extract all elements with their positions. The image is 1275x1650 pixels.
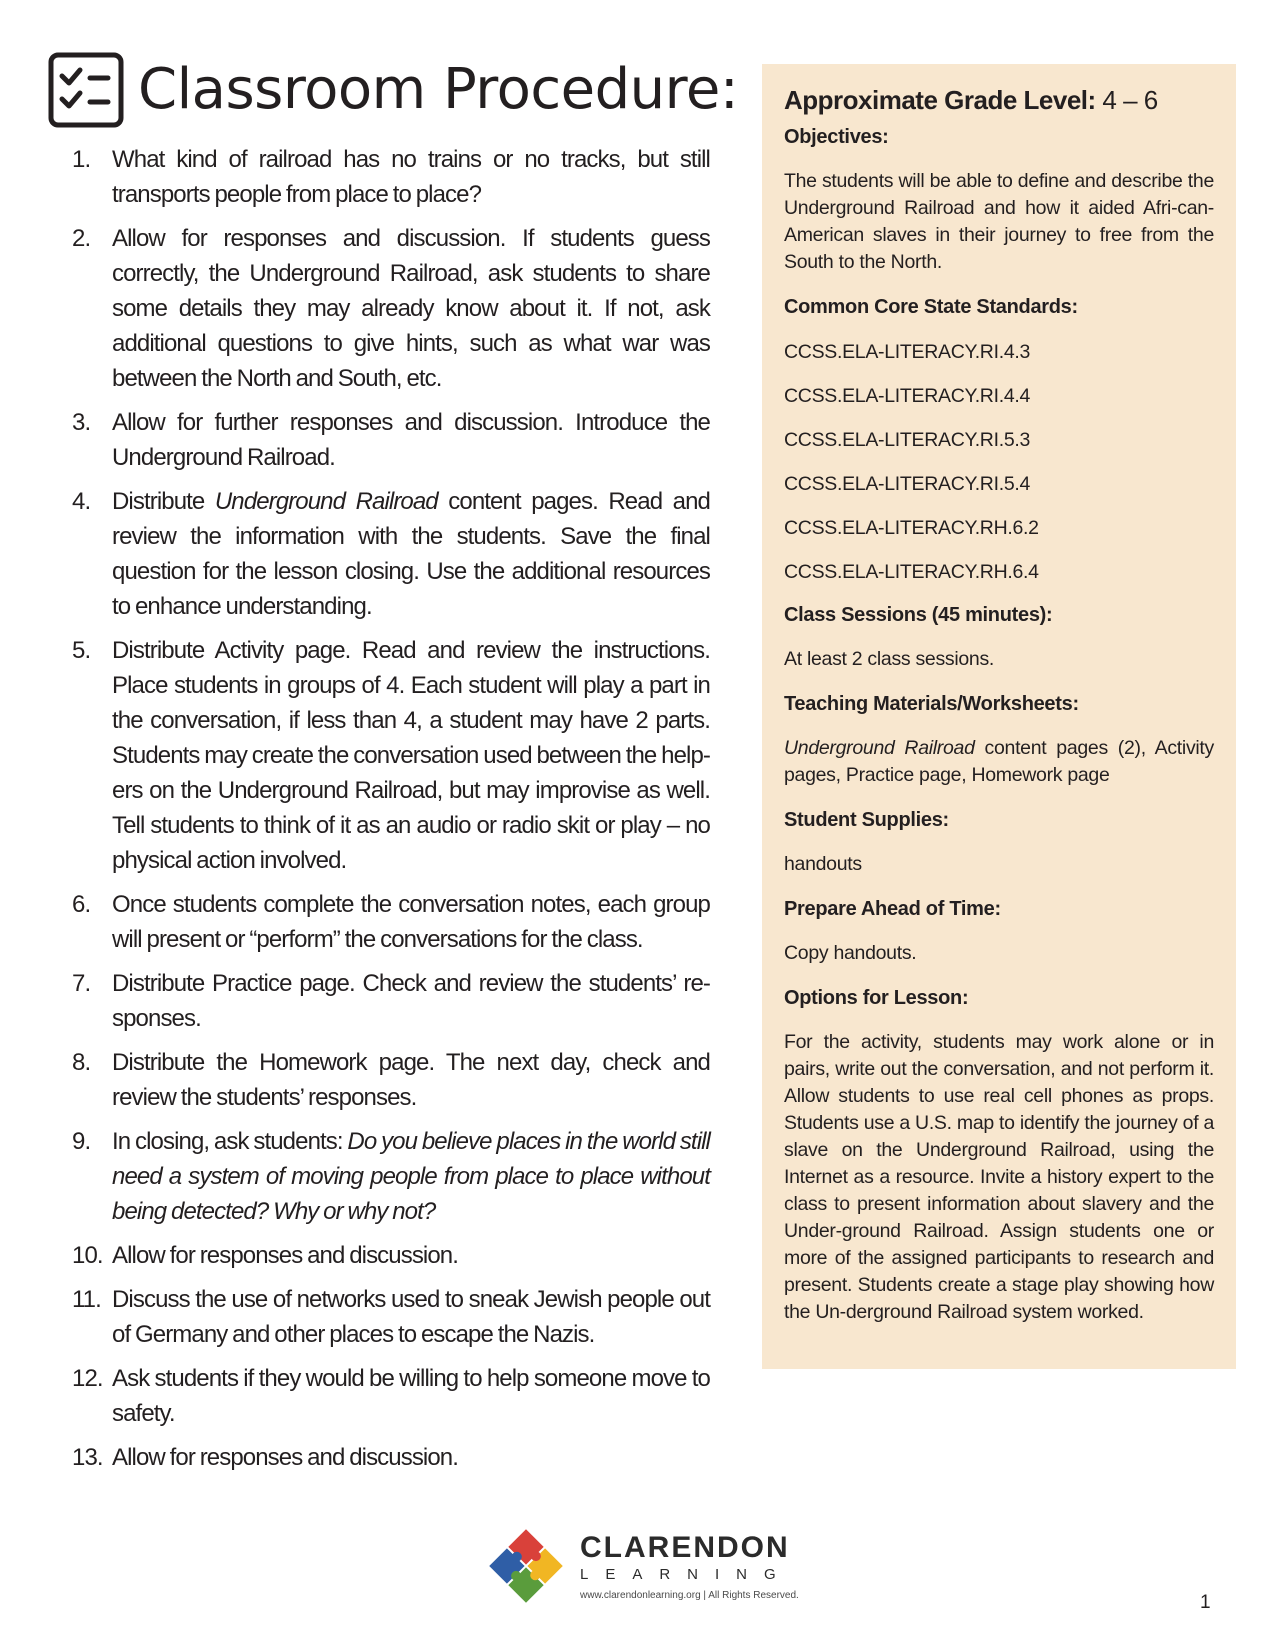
objectives-heading: Objectives: — [784, 126, 889, 148]
materials-text — [784, 735, 1214, 789]
grade-level — [784, 84, 1214, 116]
procedure-step — [72, 405, 710, 475]
procedure-step — [72, 1238, 710, 1273]
step-text — [112, 1124, 710, 1229]
procedure-step — [72, 1440, 710, 1475]
step-text — [112, 1238, 710, 1273]
step-text-part: Allow for responses and discussion. If students guess correctly, the Underground Railroad, ask students to share some details they may already know about it. If not, ask additional questions to give hints, such as what war was between the North and South, etc. — [112, 225, 710, 392]
procedure-step — [72, 1124, 710, 1229]
supplies-text: handouts — [784, 853, 862, 875]
procedure-step — [72, 142, 710, 212]
objectives-text: The students will be able to define and describe the Underground Railroad and how it aided Afri-can-American slaves in their journey to free from the South to the North. — [784, 170, 1214, 273]
step-number: 9. — [72, 1128, 91, 1155]
step-text-part: content pages. Read and review the information with the students. Save the final question for the lesson closing. Use the additional resources to enhance understanding. — [112, 488, 710, 620]
standard-item: CCSS.ELA-LITERACY.RI.4.3 — [784, 341, 1031, 363]
step-text — [112, 1361, 710, 1431]
step-text-part: Allow for responses and discussion. — [112, 1444, 459, 1471]
brand-subtitle: LEARNING — [580, 1565, 793, 1583]
step-text-part: Distribute the Homework page. The next day, check and review the students’ responses. — [112, 1049, 710, 1111]
step-number: 4. — [72, 488, 91, 515]
step-text-part: Allow for further responses and discussion. Introduce the Underground Railroad. — [112, 409, 710, 471]
puzzle-logo-icon — [486, 1526, 566, 1606]
step-text-part: Allow for responses and discussion. — [112, 1242, 459, 1269]
procedure-step — [72, 633, 710, 878]
standards-heading: Common Core State Standards: — [784, 296, 1078, 318]
step-text-part: What kind of railroad has no trains or no tracks, but still transports people from place to place? — [112, 146, 710, 208]
brand-url: www.clarendonlearning.org | All Rights Reserved. — [580, 1589, 799, 1601]
step-number: 10. — [72, 1242, 103, 1269]
sessions-text: At least 2 class sessions. — [784, 648, 995, 670]
page-header — [48, 52, 738, 128]
materials-rest: content pages (2), Activity pages, Practice page, Homework page — [784, 737, 1214, 786]
step-number: 2. — [72, 225, 91, 252]
step-text-italic: Underground Railroad — [214, 488, 438, 515]
lesson-info-panel — [762, 64, 1236, 1369]
materials-heading: Teaching Materials/Worksheets: — [784, 693, 1079, 715]
options-text: For the activity, students may work alone or in pairs, write out the conversation, and not perform it. Allow students to use real cell phones as props. Students use a U.S. map to identify the journey of a slave on the Underground Railroad, using the Internet as a resource. Invite a history expert to the class to present information about slavery and the Under-ground Railroad. Assign students one or more of the assigned participants to research and present. Students create a stage play showing how the Un-derground Railroad system worked. — [784, 1031, 1214, 1323]
step-number: 5. — [72, 637, 91, 664]
step-text — [112, 1440, 710, 1475]
step-text-part: In closing, ask students: — [112, 1128, 348, 1155]
grade-level-label: Approximate Grade Level: — [784, 85, 1096, 115]
step-text — [112, 633, 710, 878]
procedure-step — [72, 966, 710, 1036]
step-text-part: Distribute Activity page. Read and review the instructions. Place students in groups of 4. Each student will play a part in the conversation, if less than 4, a student may have 2 parts. Students may create the conversation used between the help-ers on the Underground Railroad, but may improvise as well. Tell students to think of it as an audio or radio skit or play – no physical action involved. — [112, 637, 710, 874]
step-number: 7. — [72, 970, 91, 997]
page-number: 1 — [1200, 1592, 1211, 1613]
brand-name: CLARENDON — [580, 1530, 790, 1564]
step-text — [112, 142, 710, 212]
step-number: 6. — [72, 891, 91, 918]
procedure-step — [72, 1361, 710, 1431]
standard-item: CCSS.ELA-LITERACY.RH.6.4 — [784, 561, 1039, 583]
page-title: Classroom Procedure: — [138, 57, 739, 122]
step-text — [112, 405, 710, 475]
procedure-step — [72, 1282, 710, 1352]
checklist-icon — [48, 52, 124, 128]
supplies-heading: Student Supplies: — [784, 809, 949, 831]
standard-item: CCSS.ELA-LITERACY.RI.4.4 — [784, 385, 1031, 407]
step-text-part: Ask students if they would be willing to help someone move to safety. — [112, 1365, 710, 1427]
step-number: 3. — [72, 409, 91, 436]
step-text-part: Once students complete the conversation notes, each group will present or “perform” the conversations for the class. — [112, 891, 710, 953]
step-number: 12. — [72, 1365, 103, 1392]
step-text-part: Distribute Practice page. Check and review the students’ re-sponses. — [112, 970, 710, 1032]
step-text-part: Discuss the use of networks used to sneak Jewish people out of Germany and other places to escape the Nazis. — [112, 1286, 710, 1348]
step-text — [112, 484, 710, 624]
options-heading: Options for Lesson: — [784, 987, 969, 1009]
standard-item: CCSS.ELA-LITERACY.RI.5.3 — [784, 429, 1031, 451]
step-text-italic: Do you believe places in the world still need a system of moving people from place to place without being detected? Why or why not? — [112, 1128, 710, 1225]
prepare-text: Copy handouts. — [784, 942, 917, 964]
procedure-list — [72, 142, 710, 1484]
step-text — [112, 887, 710, 957]
step-number: 8. — [72, 1049, 91, 1076]
step-text — [112, 1045, 710, 1115]
step-number: 1. — [72, 146, 91, 173]
standard-item: CCSS.ELA-LITERACY.RH.6.2 — [784, 517, 1039, 539]
step-text — [112, 221, 710, 396]
sessions-heading: Class Sessions (45 minutes): — [784, 604, 1053, 626]
standard-item: CCSS.ELA-LITERACY.RI.5.4 — [784, 473, 1031, 495]
grade-level-value: 4 – 6 — [1102, 85, 1158, 115]
procedure-step — [72, 887, 710, 957]
step-number: 13. — [72, 1444, 103, 1471]
footer-logo — [486, 1526, 799, 1606]
step-text — [112, 1282, 710, 1352]
procedure-step — [72, 221, 710, 396]
materials-italic: Underground Railroad — [784, 737, 975, 759]
step-text — [112, 966, 710, 1036]
step-text-part: Distribute — [112, 488, 215, 515]
procedure-step — [72, 484, 710, 624]
procedure-step — [72, 1045, 710, 1115]
prepare-heading: Prepare Ahead of Time: — [784, 898, 1001, 920]
step-number: 11. — [72, 1286, 101, 1313]
